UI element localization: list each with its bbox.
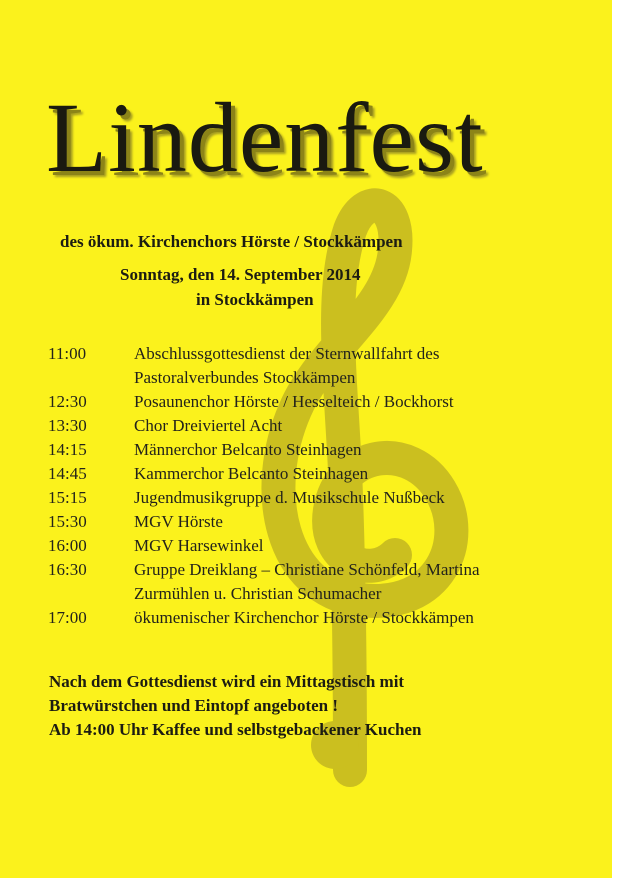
schedule-row: [48, 510, 578, 534]
schedule-time: 14:15: [48, 440, 87, 459]
schedule-act: Gruppe Dreiklang – Christiane Schönfeld, Martina Zurmühlen u. Christian Schumacher: [134, 560, 480, 603]
schedule-time: 12:30: [48, 392, 87, 411]
schedule-row: [48, 606, 578, 630]
schedule-time: 15:30: [48, 512, 87, 531]
notice-line: Ab 14:00 Uhr Kaffee und selbstgebackener Kuchen: [49, 720, 422, 739]
event-location: in Stockkämpen: [196, 290, 314, 309]
program-schedule: [48, 342, 578, 630]
schedule-act: Chor Dreiviertel Acht: [134, 416, 283, 435]
schedule-row: [48, 414, 578, 438]
schedule-row: [48, 390, 578, 414]
schedule-row: [48, 438, 578, 462]
schedule-act: Abschlussgottesdienst der Sternwallfahrt des Pastoralverbundes Stockkämpen: [134, 344, 440, 387]
event-title: Lindenfest: [46, 82, 484, 193]
event-date: Sonntag, den 14. September 2014: [120, 265, 361, 284]
schedule-act: Kammerchor Belcanto Steinhagen: [134, 464, 369, 483]
schedule-time: 14:45: [48, 464, 87, 483]
schedule-act: MGV Harsewinkel: [134, 536, 264, 555]
schedule-act: Posaunenchor Hörste / Hesselteich / Bockhorst: [134, 392, 454, 411]
schedule-time: 11:00: [48, 344, 87, 363]
schedule-time: 16:00: [48, 536, 87, 555]
schedule-row: [48, 462, 578, 486]
organizer-line: des ökum. Kirchenchors Hörste / Stockkämpen: [60, 232, 403, 251]
schedule-act: ökumenischer Kirchenchor Hörste / Stockkämpen: [134, 608, 474, 627]
schedule-time: 17:00: [48, 608, 87, 627]
schedule-time: 13:30: [48, 416, 87, 435]
schedule-row: [48, 342, 578, 390]
schedule-row: [48, 558, 578, 606]
schedule-row: [48, 486, 578, 510]
schedule-time: 16:30: [48, 560, 87, 579]
schedule-act: Jugendmusikgruppe d. Musikschule Nußbeck: [134, 488, 445, 507]
schedule-act: MGV Hörste: [134, 512, 223, 531]
schedule-act: Männerchor Belcanto Steinhagen: [134, 440, 362, 459]
notice-line: Bratwürstchen und Eintopf angeboten !: [49, 696, 339, 715]
catering-notice: [49, 670, 589, 742]
schedule-row: [48, 534, 578, 558]
notice-line: Nach dem Gottesdienst wird ein Mittagstisch mit: [49, 672, 405, 691]
schedule-time: 15:15: [48, 488, 87, 507]
